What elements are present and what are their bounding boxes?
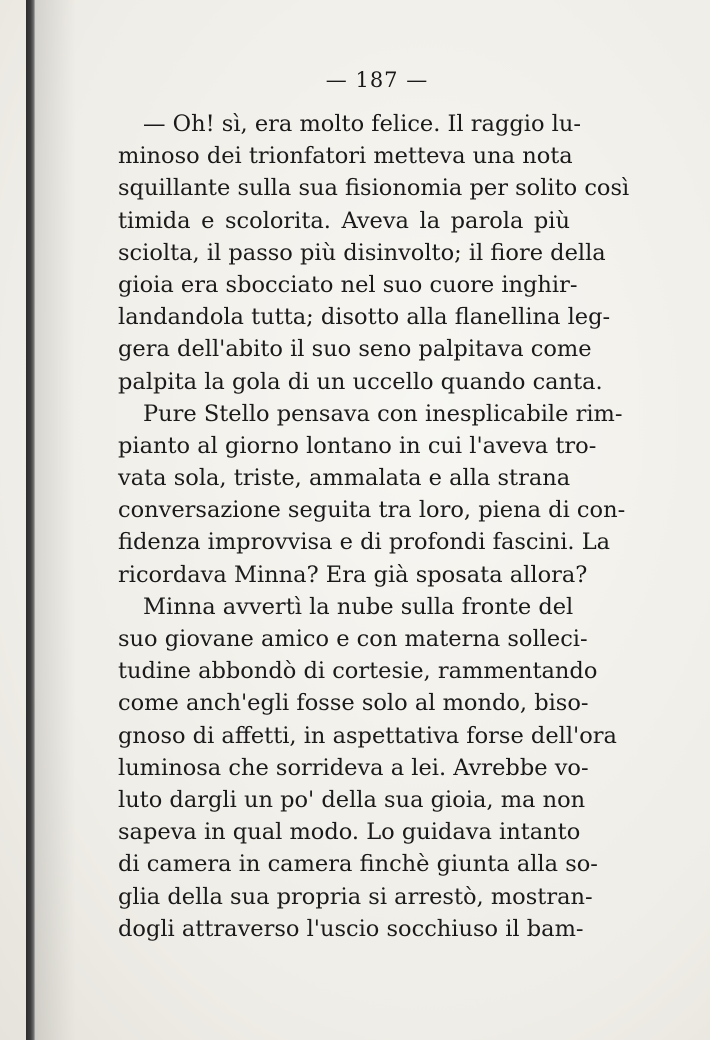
spine-shadow	[36, 0, 76, 1040]
text-line: Pure Stello pensava con inesplicabile rim-	[143, 400, 623, 427]
text-line: come anch'egli fosse solo al mondo, biso-	[118, 690, 589, 717]
text-line: gnoso di affetti, in aspettativa forse dell'ora	[118, 722, 617, 749]
text-line: Minna avvertì la nube sulla fronte del	[143, 593, 574, 620]
text-line: squillante sulla sua fisionomia per solito così	[118, 175, 630, 202]
text-line: fidenza improvvisa e di profondi fascini. La	[118, 529, 611, 556]
text-line: di camera in camera finchè giunta alla so-	[118, 851, 598, 878]
text-line: gioia era sbocciato nel suo cuore inghir-	[118, 271, 578, 298]
body-text	[118, 108, 630, 945]
text-line: suo giovane amico e con materna solleci-	[118, 626, 588, 652]
text-line: luto dargli un po' della sua gioia, ma non	[118, 786, 586, 813]
text-line: — Oh! sì, era molto felice. Il raggio lu-	[143, 111, 581, 137]
text-line: minoso dei trionfatori metteva una nota	[118, 143, 573, 170]
text-line: conversazione seguita tra loro, piena di con-	[118, 497, 626, 524]
text-line: gera dell'abito il suo seno palpitava come	[118, 336, 592, 363]
text-line: pianto al giorno lontano in cui l'aveva tro-	[118, 432, 597, 459]
text-line: sapeva in qual modo. Lo guidava intanto	[118, 819, 581, 846]
book-spine-edge	[26, 0, 36, 1040]
text-line: timida e scolorita. Aveva la parola più	[118, 207, 570, 234]
text-line: sciolta, il passo più disinvolto; il fiore della	[118, 239, 606, 266]
text-line: ricordava Minna? Era già sposata allora?	[118, 561, 588, 588]
text-line: tudine abbondò di cortesie, rammentando	[118, 658, 598, 685]
text-line: luminosa che sorrideva a lei. Avrebbe vo-	[118, 754, 589, 781]
text-line: dogli attraverso l'uscio socchiuso il bam-	[118, 915, 584, 942]
page-number: — 187 —	[325, 68, 429, 92]
text-line: palpita la gola di un uccello quando canta.	[118, 368, 603, 395]
text-line: vata sola, triste, ammalata e alla strana	[118, 465, 571, 492]
text-line: glia della sua propria si arrestò, mostran-	[118, 883, 593, 910]
text-line: landandola tutta; disotto alla flanellina leg-	[118, 304, 611, 331]
